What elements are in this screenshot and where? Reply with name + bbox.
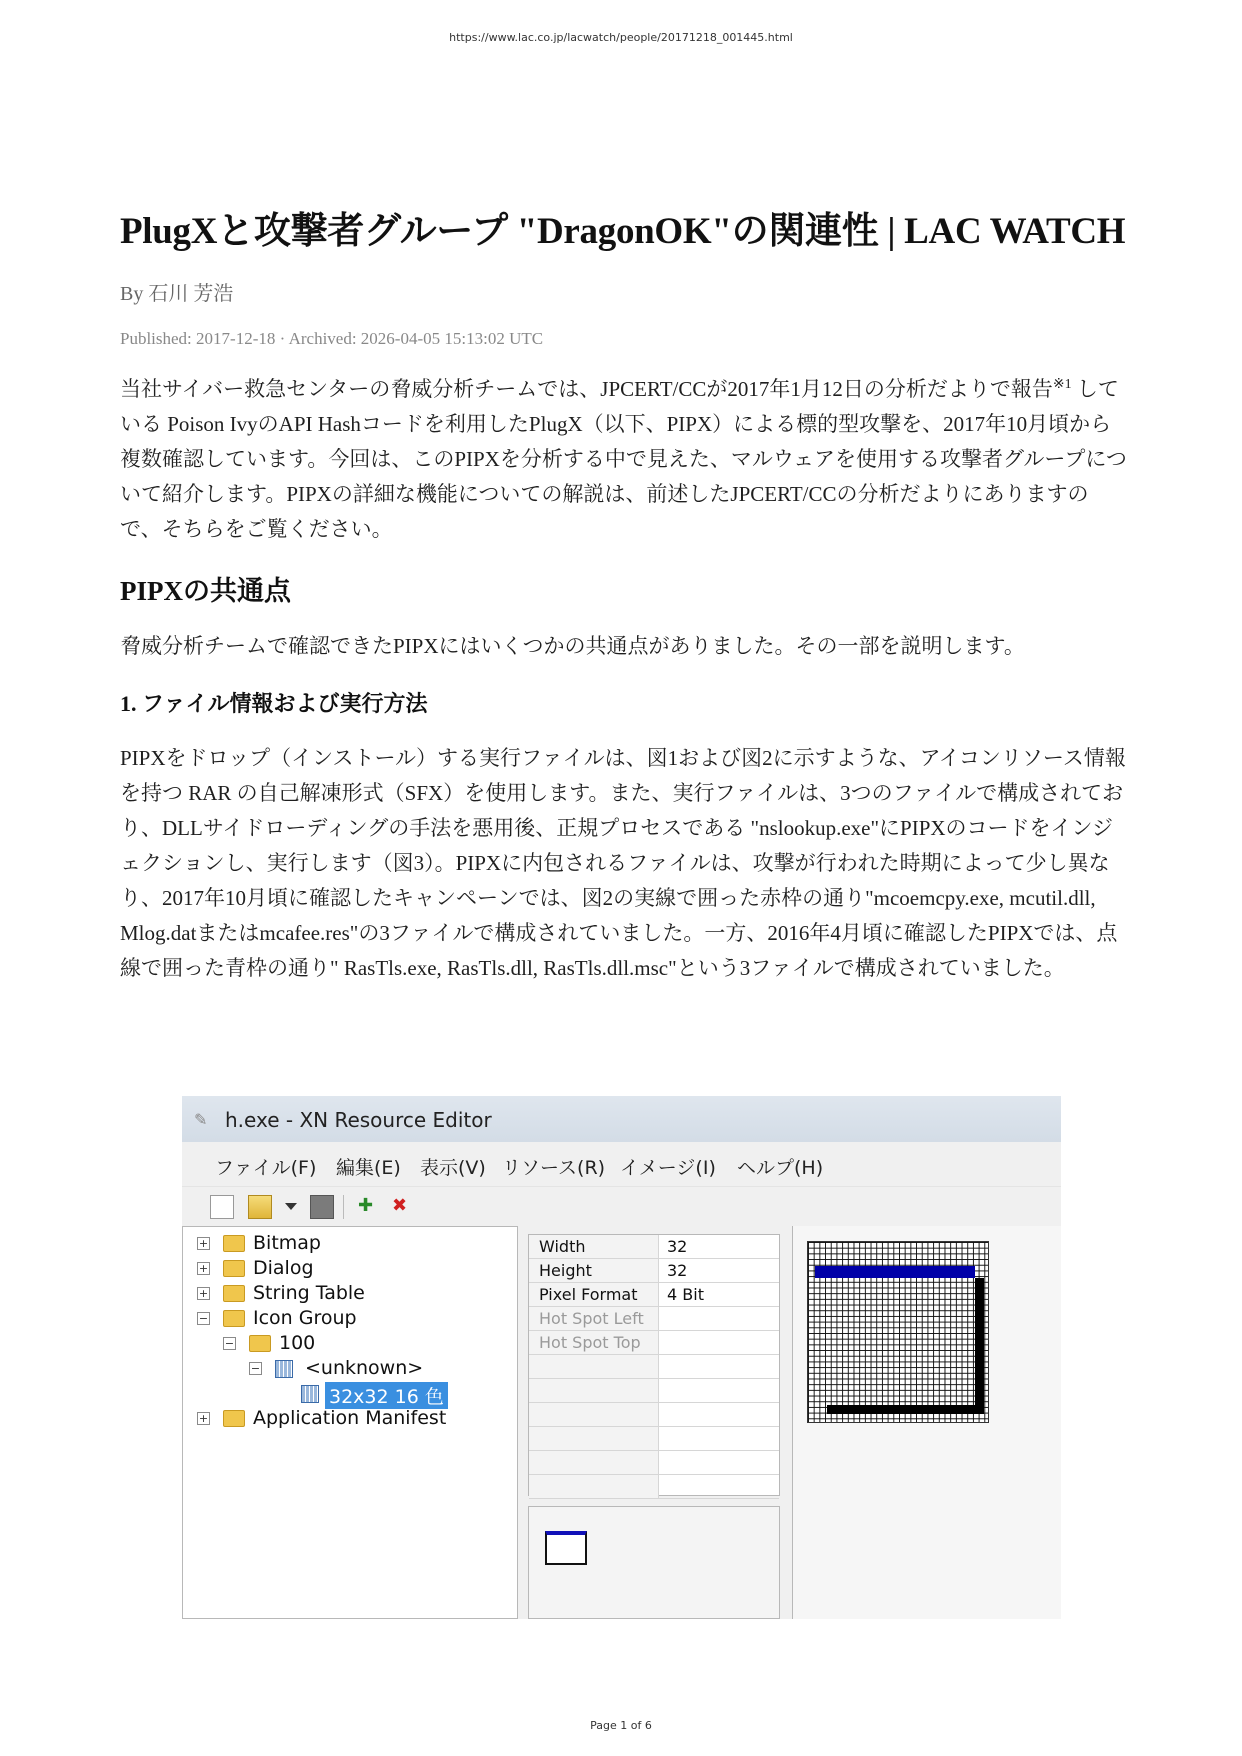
icon-preview-thumbnail [545,1531,587,1565]
property-row-empty [529,1379,779,1403]
footnote-ref[interactable]: ※1 [1052,377,1072,393]
chevron-down-icon[interactable] [285,1203,297,1210]
tree-item-label: 100 [279,1332,316,1354]
property-name: Hot Spot Top [529,1331,659,1354]
collapse-icon[interactable]: − [224,1337,235,1350]
folder-icon [223,1260,245,1277]
add-resource-icon[interactable]: ✚ [358,1195,374,1216]
icon-titlebar-pixels [815,1266,975,1278]
subsection-heading: 1. ファイル情報および実行方法 [120,691,428,717]
folder-icon [223,1285,245,1302]
window-titlebar [182,1096,1061,1142]
window-title: h.exe - XN Resource Editor [225,1108,492,1132]
icon-shadow-right [975,1278,984,1414]
tree-item-label: String Table [253,1282,365,1304]
save-icon[interactable] [310,1195,334,1219]
new-file-icon[interactable] [210,1195,234,1219]
property-name: Hot Spot Left [529,1307,659,1330]
delete-resource-icon[interactable]: ✖ [392,1195,408,1216]
figure-resource-editor-screenshot [182,1096,1061,1619]
tree-item-label: Bitmap [253,1232,321,1254]
tree-item-label: <unknown> [305,1357,424,1379]
resource-tree [182,1226,518,1619]
expand-icon[interactable]: + [198,1262,209,1275]
intro-text-2: している Poison IvyのAPI Hashコードを利用したPlugX（以下、PIPX）による標的型攻撃を、2017年10月頃から複数確認しています。今回は、このPIPXを分析する中で見えた、マルウェアを使用する攻撃者グループについて紹介します。PIPXの詳細な機能についての解説は、前述したJPCERT/CCの分析だよりにありますので、そちらをご覧ください。 [120,377,1127,542]
open-folder-icon [223,1310,245,1327]
tree-item-label: Application Manifest [253,1407,447,1429]
menu-resource[interactable]: リソース(R) [502,1157,606,1179]
property-row-width[interactable] [529,1235,779,1259]
expand-icon[interactable]: + [198,1412,209,1425]
property-row-hot-spot-top[interactable] [529,1331,779,1355]
tree-item-label: Dialog [253,1257,314,1279]
property-row-empty [529,1403,779,1427]
collapse-icon[interactable]: − [198,1312,209,1325]
icon-pixel-grid[interactable] [807,1241,989,1423]
folder-icon [223,1410,245,1427]
property-grid [528,1234,780,1496]
property-name [529,1427,659,1450]
intro-text-1: 当社サイバー救急センターの脅威分析チームでは、JPCERT/CCが2017年1月12日の分析だよりで報告 [120,377,1053,402]
menu-image[interactable]: イメージ(I) [620,1157,716,1179]
page-number: Page 1 of 6 [590,1719,652,1732]
resource-icon [301,1385,319,1403]
resource-icon [275,1360,293,1378]
property-row-height[interactable] [529,1259,779,1283]
expand-icon[interactable]: + [198,1237,209,1250]
subsection-paragraph: PIPXをドロップ（インストール）する実行ファイルは、図1および図2に示すような、アイコンリソース情報を持つ RAR の自己解凍形式（SFX）を使用します。また、実行ファイルは、3つのファイルで構成されており、DLLサイドローディングの手法を悪用後、正規プロセスである "nslookup.exe"にPIPXのコードをインジェクションし、実行します（図3）。PIPXに内包されるファイルは、攻撃が行われた時期によって少し異なり、2017年10月頃に確認したキャンペーンでは、図2の実線で囲った赤枠の通り"mcoemcpy.exe, mcutil.dll, Mlog.datまたはmcafee.res"の3ファイルで構成されていました。一方、2016年4月頃に確認したPIPXでは、点線で囲った青枠の通り" RasTls.exe, RasTls.dll, RasTls.dll.msc"という3ファイルで構成されていました。 [120,746,1126,981]
property-name [529,1379,659,1402]
property-value[interactable]: 32 [667,1261,688,1280]
section-heading: PIPXの共通点 [120,576,291,607]
property-name: Pixel Format [529,1283,659,1306]
property-name [529,1403,659,1426]
icon-shadow-bottom [827,1405,984,1414]
property-value[interactable]: 4 Bit [667,1285,704,1304]
property-value[interactable]: 32 [667,1237,688,1256]
icon-preview-pane [528,1506,780,1619]
property-name: Width [529,1235,659,1258]
intro-paragraph [120,372,1130,547]
article-title: PlugXと攻撃者グループ "DragonOK"の関連性 | LAC WATCH [120,211,1126,252]
property-row-empty [529,1427,779,1451]
property-name [529,1475,659,1498]
menu-view[interactable]: 表示(V) [420,1157,486,1179]
open-folder-icon[interactable] [248,1195,272,1219]
icon-editor-pane [792,1226,1061,1619]
property-row-empty [529,1475,779,1499]
toolbar-divider [343,1195,344,1219]
open-folder-icon [249,1335,271,1352]
toolbar [182,1186,1061,1226]
property-name: Height [529,1259,659,1282]
property-row-hot-spot-left[interactable] [529,1307,779,1331]
property-name [529,1451,659,1474]
menu-edit[interactable]: 編集(E) [336,1157,401,1179]
folder-icon [223,1235,245,1252]
menu-bar [182,1142,1061,1186]
author-byline: By 石川 芳浩 [120,283,234,306]
tree-item-label: Icon Group [253,1307,357,1329]
menu-file[interactable]: ファイル(F) [215,1157,317,1179]
tree-item-label: 32x32 16 色 [325,1382,448,1409]
expand-icon[interactable]: + [198,1287,209,1300]
collapse-icon[interactable]: − [250,1362,261,1375]
menu-help[interactable]: ヘルプ(H) [737,1157,824,1179]
property-row-empty [529,1451,779,1475]
article [120,210,1130,986]
publish-meta: Published: 2017-12-18 · Archived: 2026-04-05 15:13:02 UTC [120,329,544,349]
property-row-pixel-format[interactable] [529,1283,779,1307]
section-paragraph: 脅威分析チームで確認できたPIPXにはいくつかの共通点がありました。その一部を説明します。 [120,634,1025,659]
property-row-empty [529,1355,779,1379]
page-url: https://www.lac.co.jp/lacwatch/people/20171218_001445.html [449,31,793,44]
resource-editor-app-icon: ✎ [194,1110,208,1129]
property-name [529,1355,659,1378]
